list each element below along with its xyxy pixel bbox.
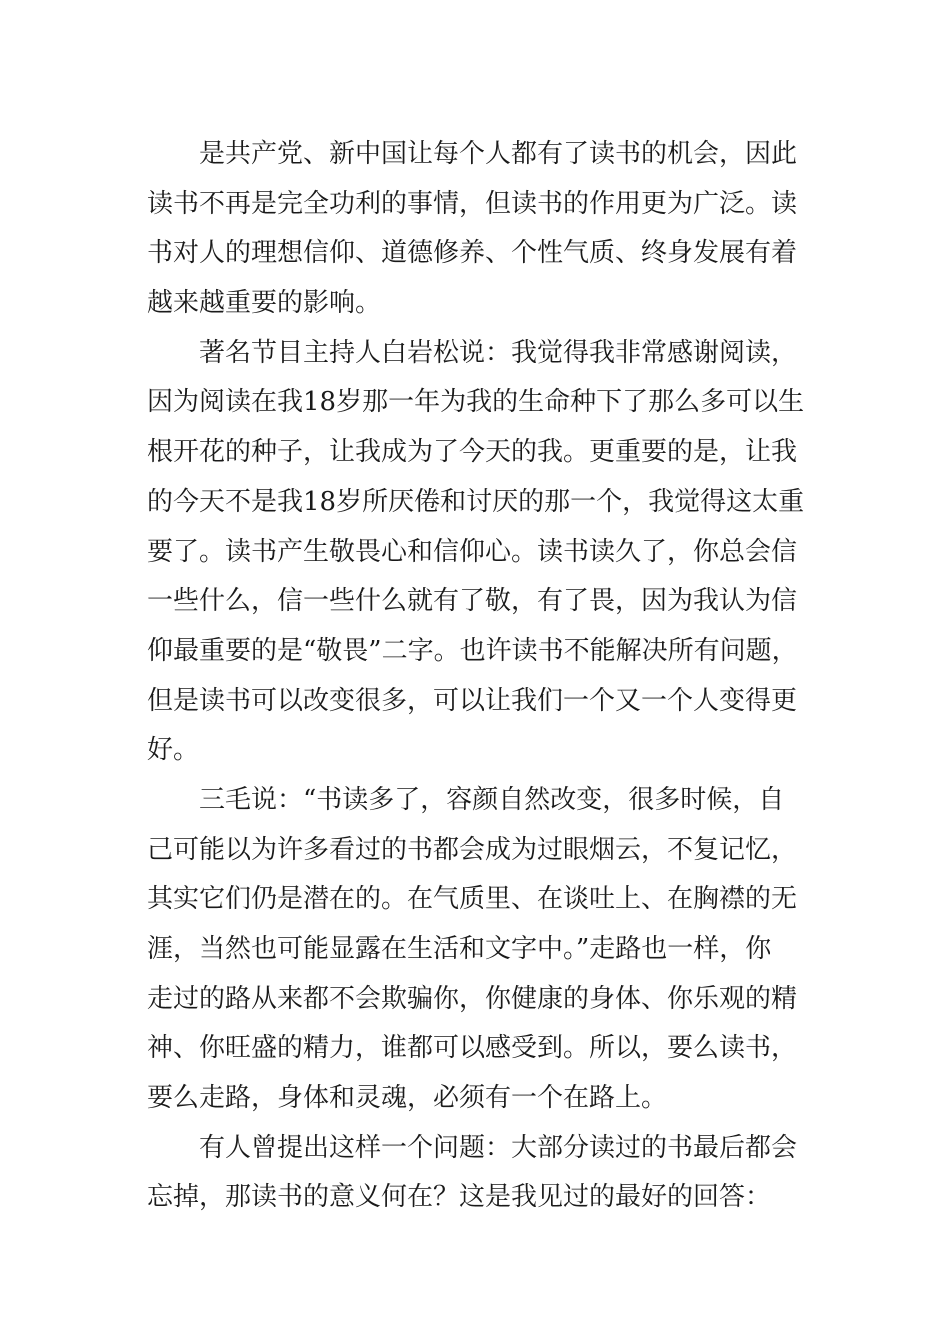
text-line: 走过的路从来都不会欺骗你，你健康的身体、你乐观的精 — [147, 983, 798, 1014]
text-line: 有人曾提出这样一个问题：大部分读过的书最后都会 — [199, 1132, 798, 1163]
paragraph-3 — [147, 776, 797, 1124]
text-line: 其实它们仍是潜在的。在气质里、在谈吐上、在胸襟的无 — [147, 884, 798, 915]
text-line: 根开花的种子，让我成为了今天的我。更重要的是，让我 — [147, 437, 798, 468]
text-line: 但是读书可以改变很多，可以让我们一个又一个人变得更 — [147, 685, 798, 716]
text-line: 忘掉，那读书的意义何在？这是我见过的最好的回答： — [147, 1182, 772, 1213]
paragraph-4 — [147, 1124, 797, 1223]
text-line: 三毛说：“书读多了，容颜自然改变，很多时候，自 — [199, 784, 785, 815]
text-line: 神、你旺盛的精力，谁都可以感受到。所以，要么读书， — [147, 1033, 798, 1064]
document-body — [147, 130, 805, 1223]
text-line: 好。 — [147, 735, 200, 766]
text-line: 的今天不是我18岁所厌倦和讨厌的那一个，我觉得这太重 — [147, 486, 805, 517]
text-line: 仰最重要的是“敬畏”二字。也许读书不能解决所有问题， — [147, 635, 798, 666]
text-line: 是共产党、新中国让每个人都有了读书的机会，因此 — [199, 139, 798, 169]
text-line: 书对人的理想信仰、道德修养、个性气质、终身发展有着 — [147, 238, 798, 269]
text-line: 己可能以为许多看过的书都会成为过眼烟云，不复记忆， — [147, 834, 798, 865]
paragraph-1 — [147, 130, 797, 329]
text-line: 一些什么，信一些什么就有了敬，有了畏，因为我认为信 — [147, 586, 798, 617]
text-line: 涯，当然也可能显露在生活和文字中。”走路也一样，你 — [147, 934, 772, 964]
text-line: 读书不再是完全功利的事情，但读书的作用更为广泛。读 — [147, 188, 798, 219]
text-line: 因为阅读在我18岁那一年为我的生命种下了那么多可以生 — [147, 387, 805, 418]
text-line: 著名节目主持人白岩松说：我觉得我非常感谢阅读， — [199, 337, 798, 368]
text-line: 越来越重要的影响。 — [147, 288, 382, 319]
paragraph-2 — [147, 329, 805, 776]
text-line: 要么走路，身体和灵魂，必须有一个在路上。 — [147, 1083, 668, 1114]
text-line: 要了。读书产生敬畏心和信仰心。读书读久了，你总会信 — [147, 536, 798, 567]
